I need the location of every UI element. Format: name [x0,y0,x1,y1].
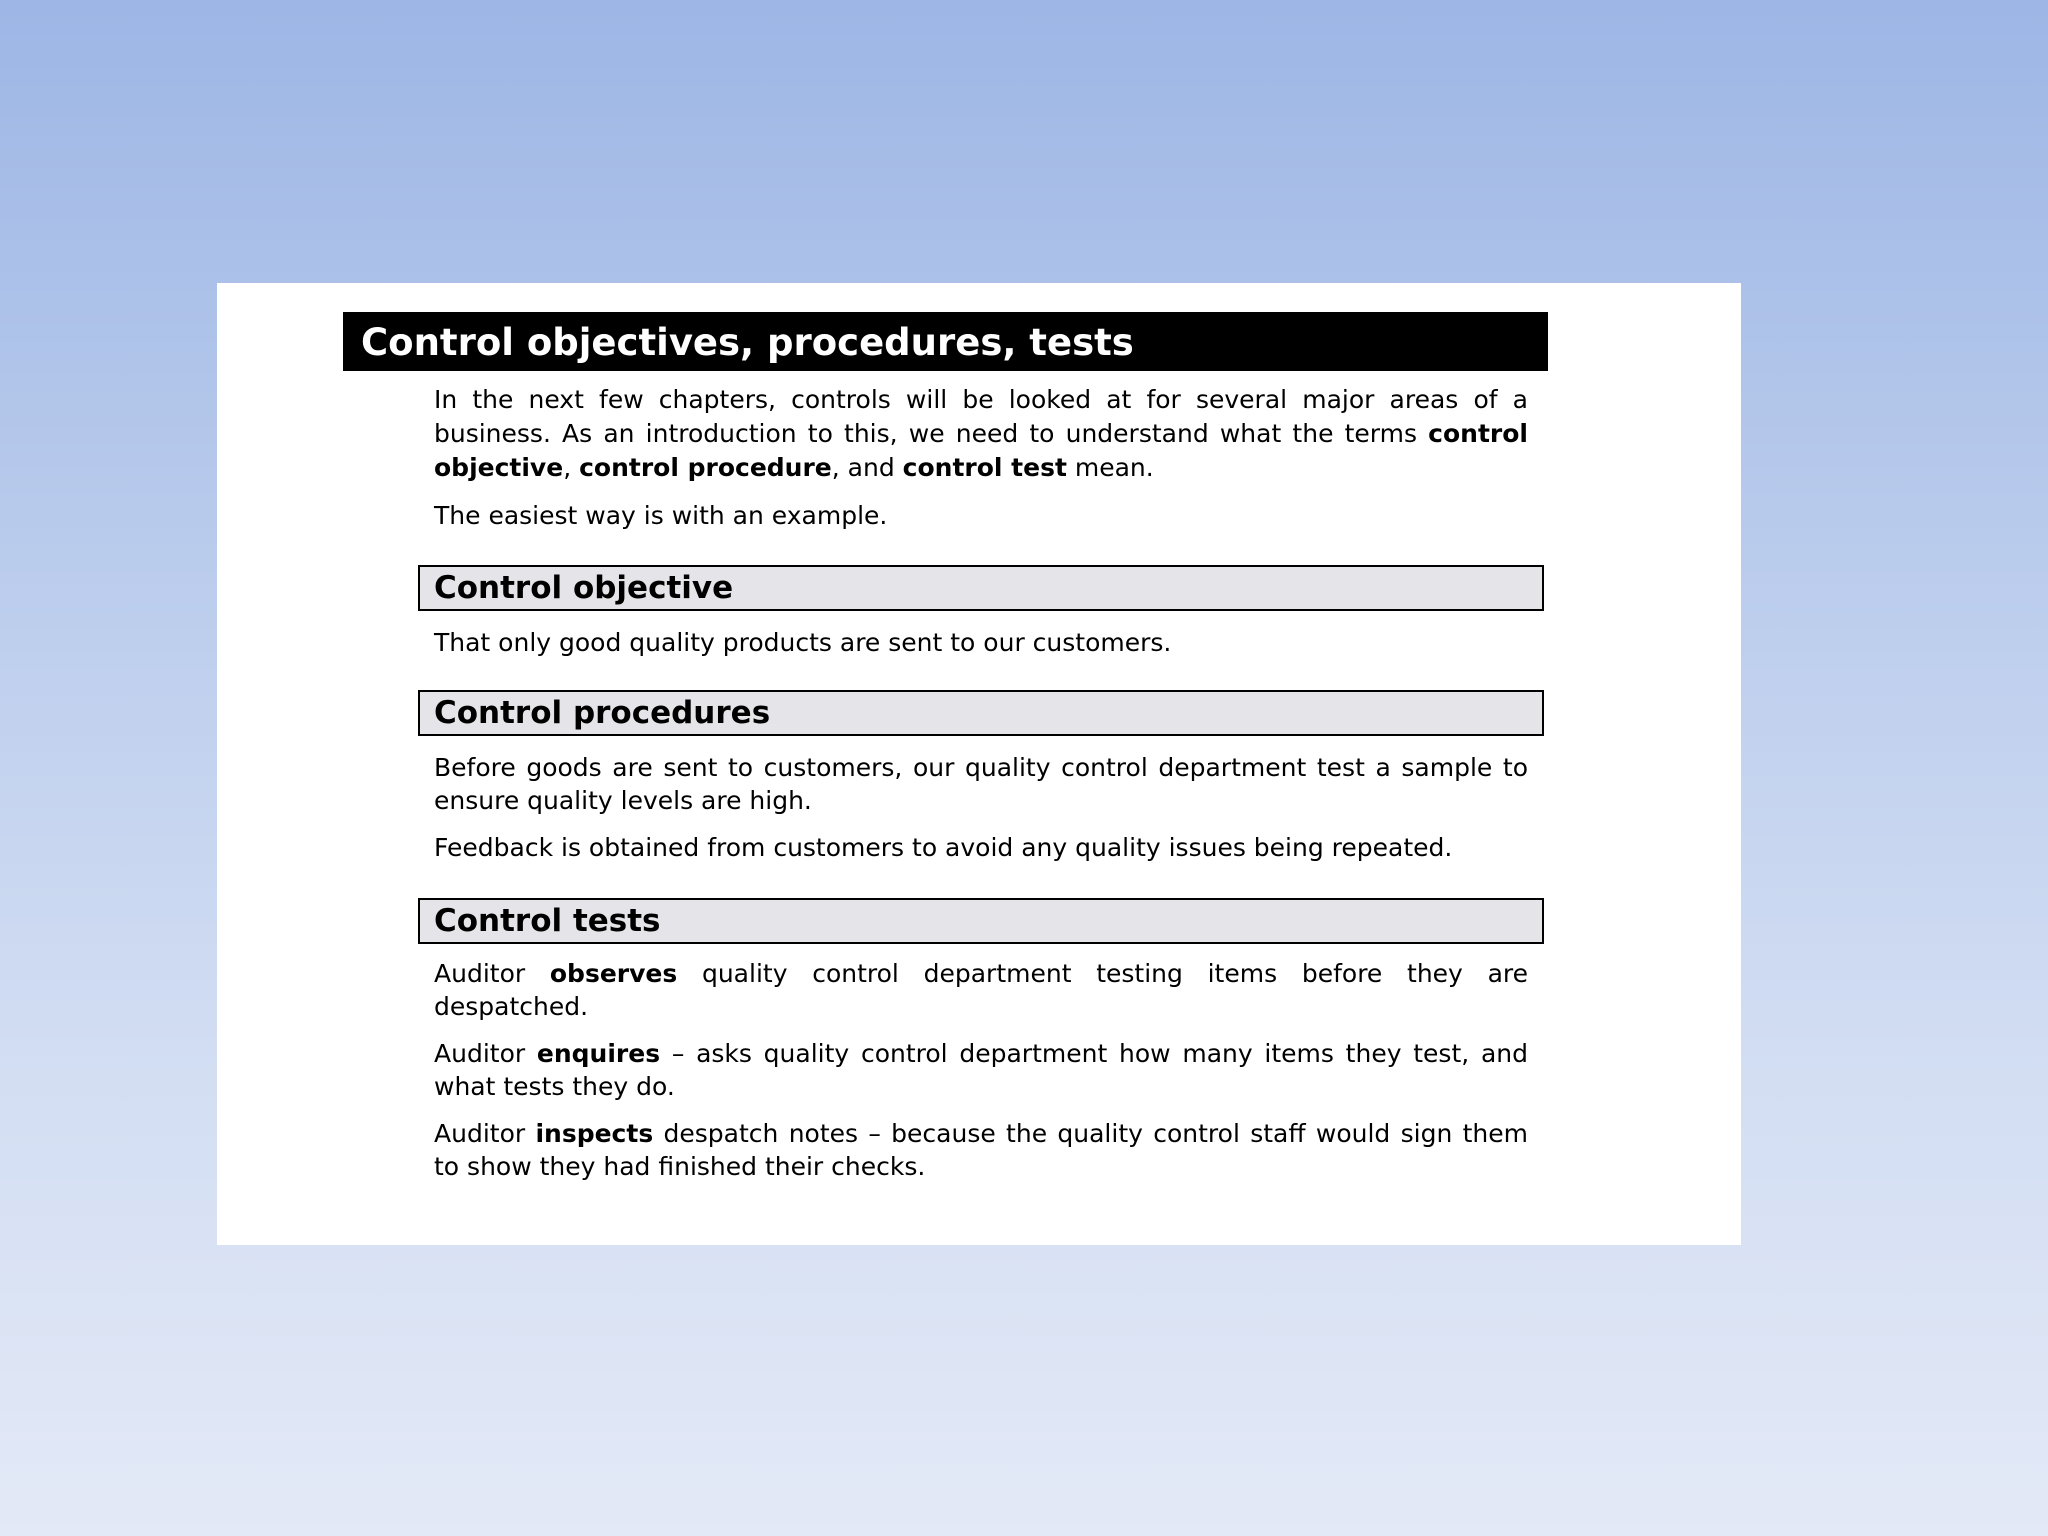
slide-card [217,283,1741,1245]
control-tests-heading: Control tests [418,898,1544,944]
test-paragraph [434,1117,1528,1183]
control-procedures-heading: Control procedures [418,690,1544,736]
term-control-test: control test [902,453,1067,482]
test-text: Auditor [434,959,550,988]
procedure-paragraph: Before goods are sent to customers, our quality control department test a sample to ensure quality levels are high. [434,753,1528,815]
control-tests-body [434,957,1528,1183]
test-text: Auditor [434,1119,536,1148]
control-procedures-body [434,751,1528,864]
term-enquires: enquires [536,1039,661,1068]
term-control-procedure: control procedure [579,453,832,482]
term-control-objective: control objective [434,419,1528,482]
term-inspects: inspects [535,1119,654,1148]
control-objective-heading: Control objective [418,565,1544,611]
test-text: quality control department testing items before they are despatched. [434,959,1528,1021]
control-objective-text: That only good quality products are sent to our customers. [434,628,1172,657]
intro-section [434,383,1528,533]
intro-example-line: The easiest way is with an example. [434,501,888,530]
test-text: Auditor [434,1039,537,1068]
test-paragraph [434,957,1528,1023]
intro-separator: , and [831,453,903,482]
test-paragraph [434,1037,1528,1103]
control-objective-body [434,626,1528,659]
procedure-paragraph: Feedback is obtained from customers to avoid any quality issues being repeated. [434,833,1453,862]
intro-separator: , [563,453,580,482]
test-text: – asks quality control department how many items they test, and what tests they do. [434,1039,1528,1101]
intro-text: In the next few chapters, controls will be looked at for several major areas of a business. As an introduction to this, we need to understand what the terms [434,385,1528,448]
intro-ending: mean. [1066,453,1154,482]
term-observes: observes [549,959,678,988]
intro-paragraph [434,383,1528,485]
page-title: Control objectives, procedures, tests [343,312,1548,371]
test-text: despatch notes – because the quality control staff would sign them to show they had finished their checks. [434,1119,1528,1181]
